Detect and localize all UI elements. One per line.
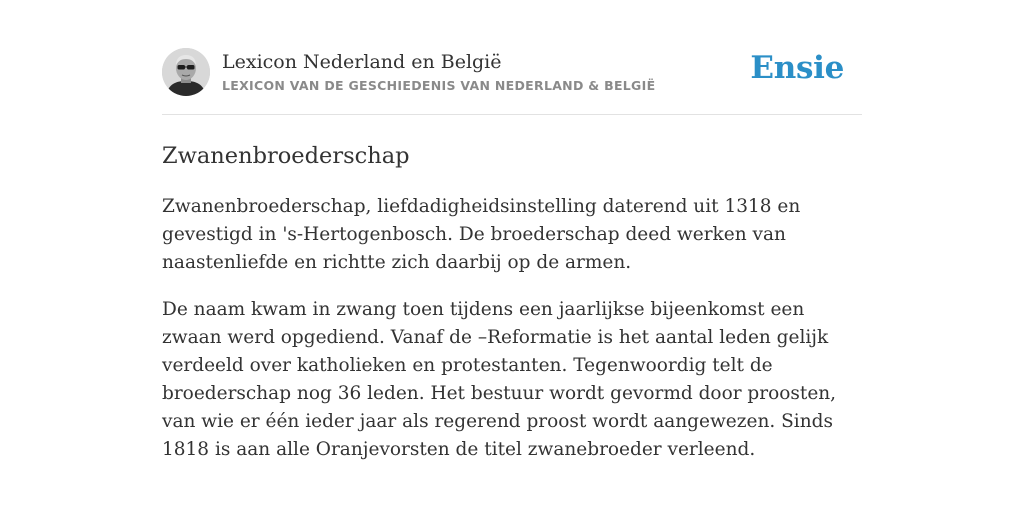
article-paragraph-2: De naam kwam in zwang toen tijdens een jaarlijkse bijeenkomst een zwaan werd opgediend. Vanaf de –Reformatie is het aantal leden gelijk verdeeld over katholieken en protestanten. Tegenwoordig telt de broederschap nog 36 leden. Het bestuur wordt gevormd door proosten, van wie er één ieder jaar als regerend proost wordt aangewezen. Sinds 1818 is aan alle Oranjevorsten de titel zwanebroeder verleend. (162, 299, 837, 460)
author-portrait-icon[interactable] (162, 48, 210, 96)
site-title[interactable]: Lexicon Nederland en België (222, 50, 502, 73)
header-divider (162, 114, 862, 115)
ensie-logo[interactable]: Ensie (750, 50, 844, 86)
article-paragraph-1: Zwanenbroederschap, liefdadigheidsinstelling daterend uit 1318 en gevestigd in 's-Hertogenbosch. De broederschap deed werken van naastenliefde en richtte zich daarbij op de armen. (162, 196, 801, 273)
header (162, 44, 862, 100)
page-title: Zwanenbroederschap (162, 143, 410, 169)
site-heading (222, 51, 655, 94)
page-container (162, 44, 862, 464)
site-subtitle[interactable]: LEXICON VAN DE GESCHIEDENIS VAN NEDERLAND & BELGIË (222, 77, 656, 93)
